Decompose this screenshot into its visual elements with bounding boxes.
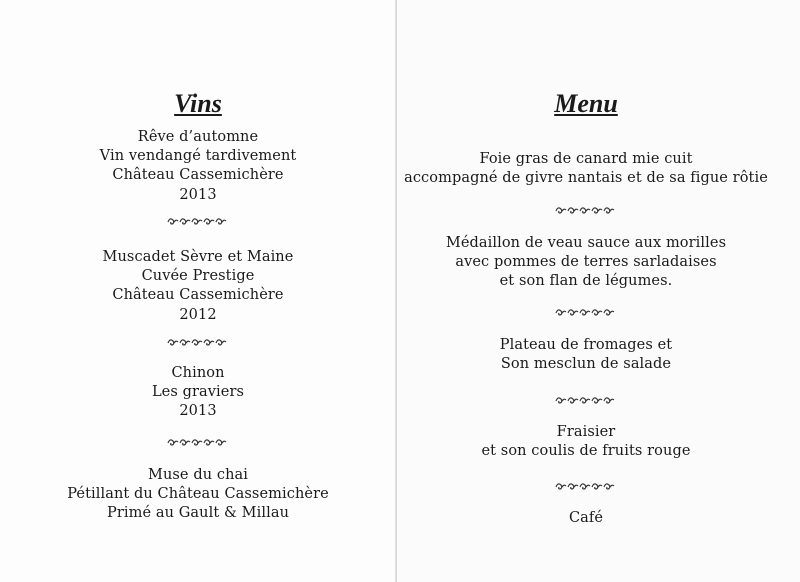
swirl-ornament-icon <box>554 307 618 317</box>
wine-list <box>0 0 396 582</box>
swirl-ornament-icon <box>166 437 230 447</box>
ornament-divider <box>396 307 776 320</box>
menu-line: et son flan de légumes. <box>499 273 673 290</box>
ornament-divider <box>0 216 396 229</box>
wine-line: Château Cassemichère <box>112 167 284 184</box>
swirl-ornament-icon <box>554 395 618 405</box>
wine-line: Les graviers <box>151 384 245 401</box>
swirl-ornament-icon <box>166 216 230 226</box>
menu-course <box>396 509 776 528</box>
wine-line: Muscadet Sèvre et Maine <box>102 249 294 265</box>
menu-line: Café <box>568 510 604 526</box>
menu-line: Médaillon de veau sauce aux morilles <box>445 235 727 251</box>
wine-line: Primé au Gault & Millau <box>106 505 290 522</box>
wine-section <box>0 364 396 422</box>
menu-course <box>396 150 776 188</box>
ornament-divider <box>0 437 396 450</box>
menu-course <box>396 336 776 374</box>
menu-course <box>396 423 776 461</box>
menu-list <box>396 0 776 582</box>
wine-line: Pétillant du Château Cassemichère <box>67 486 329 503</box>
wine-line: Muse du chai <box>148 467 248 483</box>
menu-line: avec pommes de terres sarladaises <box>455 254 717 271</box>
menu-line: et son coulis de fruits rouge <box>481 443 691 460</box>
wine-line: Rêve d’automne <box>137 129 259 145</box>
menu-line: accompagné de givre nantais et de sa figue rôtie <box>404 170 768 187</box>
wine-section <box>0 248 396 325</box>
ornament-divider <box>0 337 396 350</box>
wine-line: 2013 <box>179 403 217 420</box>
wine-line: Chinon <box>171 365 225 381</box>
menu-line: Foie gras de canard mie cuit <box>479 151 693 167</box>
ornament-divider <box>396 205 776 218</box>
swirl-ornament-icon <box>166 337 230 347</box>
menu-course <box>396 234 776 292</box>
swirl-ornament-icon <box>554 481 618 491</box>
menu-line: Son mesclun de salade <box>500 356 672 373</box>
wine-line: Vin vendangé tardivement <box>99 148 297 165</box>
ornament-divider <box>396 395 776 408</box>
menu-line: Plateau de fromages et <box>499 337 673 353</box>
wine-list-title: Vins <box>174 89 222 118</box>
menu-line: Fraisier <box>556 424 616 440</box>
menu-title: Menu <box>554 89 618 118</box>
wine-section <box>0 466 396 524</box>
wine-line: 2012 <box>179 306 217 323</box>
wine-line: Château Cassemichère <box>112 287 284 304</box>
wine-section <box>0 128 396 205</box>
swirl-ornament-icon <box>554 205 618 215</box>
wine-line: Cuvée Prestige <box>141 268 255 285</box>
ornament-divider <box>396 481 776 494</box>
wine-line: 2013 <box>179 186 217 203</box>
